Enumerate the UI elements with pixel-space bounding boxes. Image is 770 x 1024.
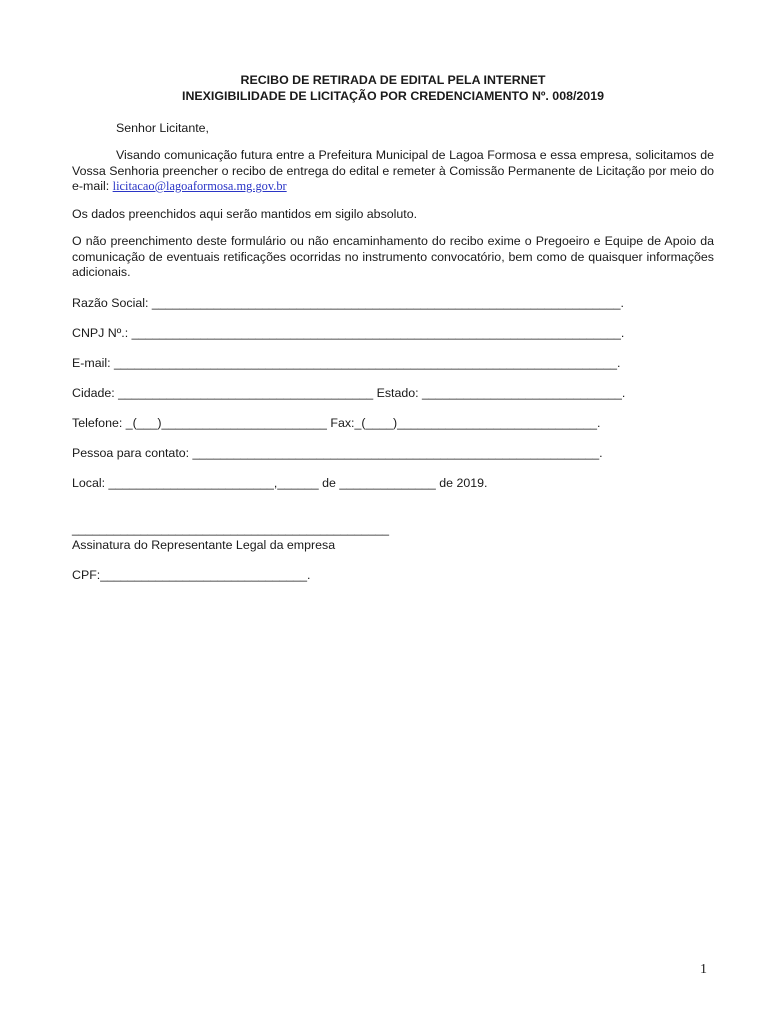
- document-page: [72, 72, 714, 583]
- field-cidade-estado[interactable]: Cidade: _____________________________________ Estado: _____________________________.: [72, 385, 626, 400]
- page-number: 1: [700, 962, 707, 977]
- signature-line[interactable]: ______________________________________________: [72, 521, 389, 536]
- field-telefone-fax[interactable]: Telefone: _(___)________________________ Fax:_(____)_____________________________.: [72, 415, 601, 430]
- field-local-data[interactable]: Local: ________________________,______ de ______________ de 2019.: [72, 475, 488, 490]
- title-line-1: RECIBO DE RETIRADA DE EDITAL PELA INTERNET: [240, 73, 546, 87]
- paragraph-instructions: [72, 148, 714, 195]
- title-line-2: INEXIGIBILIDADE DE LICITAÇÃO POR CREDENCIAMENTO Nº. 008/2019: [182, 89, 604, 103]
- paragraph-confidentiality: Os dados preenchidos aqui serão mantidos em sigilo absoluto.: [72, 206, 418, 221]
- field-pessoa-contato[interactable]: Pessoa para contato: ___________________________________________________________.: [72, 445, 603, 460]
- salutation: Senhor Licitante,: [116, 121, 209, 135]
- paragraph-instructions-text: Visando comunicação futura entre a Prefeitura Municipal de Lagoa Formosa e essa empresa, solicitamos de Vossa Senhoria preencher o recibo de entrega do edital e remeter à Comissão Permanente de Licitação por meio do e-mail:: [72, 148, 714, 193]
- field-email[interactable]: E-mail: _________________________________________________________________________.: [72, 355, 621, 370]
- field-razao-social[interactable]: Razão Social: ____________________________________________________________________.: [72, 295, 624, 310]
- paragraph-notice: O não preenchimento deste formulário ou não encaminhamento do recibo exime o Pregoeiro e Equipe de Apoio da comunicação de eventuais retificações ocorridas no instrumento convocatório, bem como de quaisquer informações adicionais.: [72, 234, 714, 279]
- email-link[interactable]: licitacao@lagoaformosa.mg.gov.br: [112, 179, 287, 193]
- signature-label: Assinatura do Representante Legal da empresa: [72, 537, 336, 552]
- field-cnpj[interactable]: CNPJ Nº.: _______________________________________________________________________.: [72, 325, 625, 340]
- field-cpf[interactable]: CPF:______________________________.: [72, 567, 311, 582]
